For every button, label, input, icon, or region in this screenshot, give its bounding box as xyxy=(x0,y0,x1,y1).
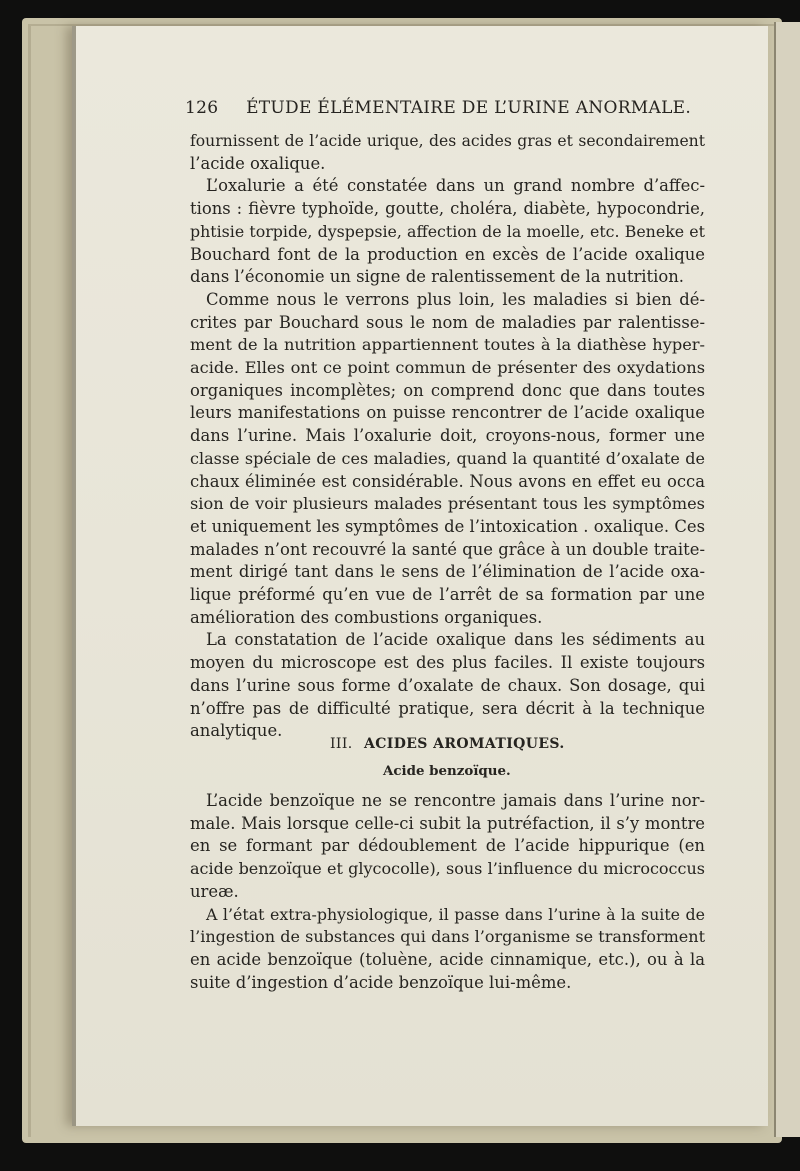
text-line: organiques incomplètes; on comprend donc que dans toutes xyxy=(190,380,705,400)
text-line: ment de la nutrition appartiennent toutes à la diathèse hyper- xyxy=(190,335,705,355)
running-title: ÉTUDE ÉLÉMENTAIRE DE L’URINE ANORMALE. xyxy=(246,98,692,118)
text-line: acide. Elles ont ce point commun de présenter des oxydations xyxy=(190,358,705,378)
text-line: analytique. xyxy=(190,721,283,741)
text-line: et uniquement les symptômes de l’intoxication . oxalique. Ces xyxy=(190,516,705,536)
section-heading xyxy=(330,736,565,752)
running-head xyxy=(185,98,705,118)
text-line: Comme nous le verrons plus loin, les maladies si bien dé- xyxy=(206,289,705,309)
text-line: L’acide benzoïque ne se rencontre jamais dans l’urine nor- xyxy=(206,791,705,810)
text-line: acide benzoïque et glycocolle), sous l’influence du micrococcus xyxy=(190,859,705,879)
text-line: A l’état extra-physiologique, il passe dans l’urine à la suite de xyxy=(206,904,705,924)
text-line: classe spéciale de ces maladies, quand la quantité d’oxalate de xyxy=(190,448,705,468)
body-text-part-2 xyxy=(190,790,705,994)
text-line: La constatation de l’acide oxalique dans les sédiments au xyxy=(206,630,705,650)
body-text-part-1 xyxy=(190,130,705,743)
text-line: crites par Bouchard sous le nom de maladies par ralentisse- xyxy=(190,312,705,332)
text-line: dans l’urine. Mais l’oxalurie doit, croyons-nous, former une xyxy=(190,426,705,446)
text-line: Bouchard font de la production en excès de l’acide oxalique xyxy=(190,244,705,264)
text-line: tions : fièvre typhoïde, goutte, choléra, diabète, hypocondrie, xyxy=(190,199,705,219)
text-line: n’offre pas de difficulté pratique, sera décrit à la technique xyxy=(190,698,705,718)
section-title: ACIDES AROMATIQUES. xyxy=(363,736,565,752)
facing-page-edge xyxy=(774,22,800,1137)
text-line: L’oxalurie a été constatée dans un grand nombre d’affec- xyxy=(206,176,705,196)
text-line: ureæ. xyxy=(190,881,239,901)
text-line: en acide benzoïque (toluène, acide cinnamique, etc.), ou à la xyxy=(190,949,705,969)
page-gutter xyxy=(72,26,76,1126)
text-line: fournissent de l’acide urique, des acides gras et secondairement xyxy=(190,132,705,150)
text-line: moyen du microscope est des plus faciles. Il existe toujours xyxy=(190,653,705,673)
text-line: l’acide oxalique. xyxy=(190,153,326,173)
text-line: dans l’économie un signe de ralentissement de la nutrition. xyxy=(190,267,685,287)
subsection-heading: Acide benzoïque. xyxy=(383,763,511,779)
text-line: leurs manifestations on puisse rencontrer de l’acide oxalique xyxy=(190,403,705,423)
text-line: dans l’urine sous forme d’oxalate de chaux. Son dosage, qui xyxy=(190,675,705,695)
text-line: amélioration des combustions organiques. xyxy=(190,607,543,627)
section-number: III. xyxy=(330,736,353,752)
text-line: male. Mais lorsque celle-ci subit la putréfaction, il s’y montre xyxy=(190,813,705,833)
text-line: phtisie torpide, dyspepsie, affection de la moelle, etc. Beneke et xyxy=(190,221,705,241)
text-line: en se formant par dédoublement de l’acide hippurique (en xyxy=(190,836,705,856)
text-line: l’ingestion de substances qui dans l’organisme se transforment xyxy=(190,927,705,947)
text-line: malades n’ont recouvré la santé que grâce à un double traite- xyxy=(190,539,705,559)
text-line: sion de voir plusieurs malades présentant tous les symptômes xyxy=(190,494,705,514)
text-line: suite d’ingestion d’acide benzoïque lui-même. xyxy=(190,972,572,992)
text-line: chaux éliminée est considérable. Nous avons en effet eu occa xyxy=(190,471,705,491)
text-line: lique préformé qu’en vue de l’arrêt de sa formation par une xyxy=(190,585,705,605)
page-number: 126 xyxy=(185,98,219,118)
text-line: ment dirigé tant dans le sens de l’élimination de l’acide oxa- xyxy=(190,562,705,582)
